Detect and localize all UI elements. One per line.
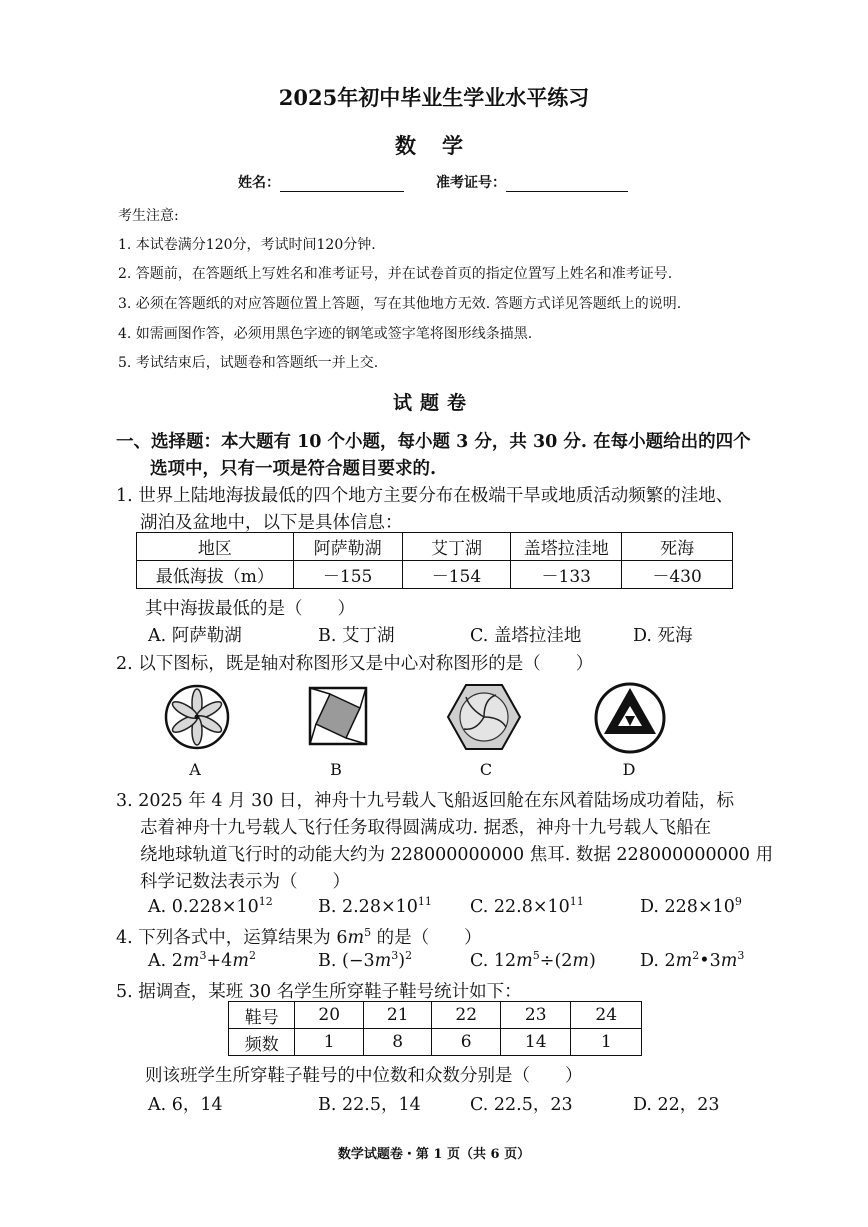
q2-label-b: B [330,760,342,779]
option-text: B. (−3 [318,951,375,971]
q4-option-c [470,951,596,971]
subject-title: 数学 [395,133,489,158]
notice-item: 3. 必须在答题纸的对应答题位置上答题，写在其他地方无效. 答题方式详见答题纸上的说明. [118,296,682,312]
q1-line1: 1. 世界上陆地海拔最低的四个地方主要分布在极端干旱或地质活动频繁的洼地、 [116,486,734,506]
q5-option-a: A. 6，14 [148,1095,223,1115]
exponent: 9 [734,895,742,908]
option-text: B. 2.28×10 [318,897,418,917]
option-text: C. 12 [470,951,517,971]
table-cell: 阿萨勒湖 [293,533,402,561]
table-cell: 盖塔拉洼地 [511,533,622,561]
table-cell: －133 [511,561,622,589]
variable: m [720,951,738,971]
notice-item: 1. 本试卷满分120分，考试时间120分钟. [118,237,376,253]
exponent: 2 [248,949,256,962]
q1-option-d: D. 死海 [633,626,693,646]
q3-option-d [640,897,742,917]
option-text: A. 0.228×10 [148,897,259,917]
exponent: 3 [737,949,745,962]
id-field [436,172,628,192]
q1-option-b: B. 艾丁湖 [318,626,395,646]
table-cell: 14 [500,1029,570,1056]
q3-line1: 3. 2025 年 4 月 30 日，神舟十九号载人飞船返回舱在东风着陆场成功着陆，标 [116,791,735,811]
q1-option-c: C. 盖塔拉洼地 [470,626,582,646]
section-title: 试题卷 [393,392,475,414]
q2-label-d: D [622,760,636,779]
q2-label-a: A [189,760,201,779]
option-text: A. 2 [148,951,183,971]
option-text: D. 2 [640,951,676,971]
table-cell: 鞋号 [229,1002,295,1029]
square-pinwheel-icon [308,686,368,746]
table-cell: 8 [363,1029,432,1056]
exponent: 2 [692,949,700,962]
q5-option-c: C. 22.5，23 [470,1095,573,1115]
q3-option-c [470,897,584,917]
exponent: 5 [364,926,372,939]
table-cell: 24 [571,1002,642,1029]
option-text: •3 [699,951,721,971]
table-cell: 22 [432,1002,501,1029]
q2-text: 2. 以下图标，既是轴对称图形又是中心对称图形的是（ ） [116,654,594,674]
q1-question: 其中海拔最低的是（ ） [145,599,355,619]
option-text: C. 22.8×10 [470,897,570,917]
table-cell: 艾丁湖 [402,533,511,561]
table-cell: 23 [500,1002,570,1029]
variable: m [232,951,249,971]
q3-line2: 志着神舟十九号载人飞行任务取得圆满成功. 据悉，神舟十九号载人飞船在 [140,818,712,838]
flower-icon [164,684,230,750]
exponent: 3 [391,949,399,962]
table-cell: 1 [571,1029,642,1056]
q4-option-b [318,951,412,971]
q1-option-a: A. 阿萨勒湖 [148,626,242,646]
option-text: ÷(2 [539,951,573,971]
name-blank [280,173,404,192]
table-cell: －155 [293,561,402,589]
option-text: ) [398,951,406,971]
q5-question: 则该班学生所穿鞋子鞋号的中位数和众数分别是（ ） [145,1066,583,1086]
option-text: +4 [206,951,233,971]
exponent: 11 [569,895,584,908]
table-cell: 地区 [137,533,294,561]
variable: m [572,951,590,971]
page-footer: 数学试题卷・第 1 页（共 6 页） [337,1147,531,1162]
exponent: 12 [258,895,273,908]
q3-line4: 科学记数法表示为（ ） [140,872,350,892]
exponent: 11 [417,895,432,908]
q5-table [228,1001,642,1056]
q3-option-b [318,897,432,917]
page-title: 2025年初中毕业生学业水平练习 [278,85,590,110]
exponent: 2 [405,949,413,962]
name-label: 姓名： [238,175,280,191]
variable: m [374,951,392,971]
part1-line2: 选项中，只有一项是符合题目要求的. [150,459,437,479]
table-cell: 频数 [229,1029,295,1056]
notice-item: 4. 如需画图作答，必须用黑色字迹的钢笔或签字笔将图形线条描黑. [118,326,533,342]
q1-table [136,532,733,589]
variable: m [675,951,693,971]
q5-option-d: D. 22，23 [633,1095,720,1115]
q4-text-suffix: 的是（ ） [371,928,482,948]
option-text: ) [589,951,596,971]
variable: m [516,951,533,971]
q5-text: 5. 据调查，某班 30 名学生所穿鞋子鞋号统计如下： [116,982,522,1002]
table-cell: －430 [622,561,733,589]
exponent: 5 [532,949,540,962]
q4-text [116,924,482,949]
part1-line1: 一、选择题：本大题有 10 个小题，每小题 3 分，共 30 分. 在每小题给出的四个 [116,432,751,452]
q1-line2: 湖泊及盆地中，以下是具体信息： [140,513,403,533]
table-cell: 死海 [622,533,733,561]
variable: m [347,928,365,948]
name-field [238,172,404,192]
notice-heading: 考生注意: [118,208,179,224]
hexagon-swirl-icon [446,683,522,751]
table-cell: 最低海拔（m） [137,561,294,589]
table-cell: －154 [402,561,511,589]
notice-item: 2. 答题前，在答题纸上写姓名和准考证号，并在试卷首页的指定位置写上姓名和准考证号. [118,266,673,282]
table-cell: 21 [363,1002,432,1029]
q3-option-a [148,897,273,917]
exponent: 3 [199,949,207,962]
option-text: D. 228×10 [640,897,735,917]
id-label: 准考证号： [436,175,506,191]
table-cell: 20 [295,1002,364,1029]
q4-option-a [148,951,256,971]
q3-line3: 绕地球轨道飞行时的动能大约为 228000000000 焦耳. 数据 228000000000 用 [140,845,774,865]
id-blank [506,173,628,192]
q4-text-prefix: 4. 下列各式中，运算结果为 6 [116,928,348,948]
q5-option-b: B. 22.5，14 [318,1095,421,1115]
triangle-circle-icon [594,682,666,754]
table-cell: 6 [432,1029,501,1056]
q4-option-d [640,951,744,971]
variable: m [182,951,200,971]
notice-item: 5. 考试结束后，试题卷和答题纸一并上交. [118,355,379,371]
q2-label-c: C [479,760,493,779]
table-cell: 1 [295,1029,364,1056]
